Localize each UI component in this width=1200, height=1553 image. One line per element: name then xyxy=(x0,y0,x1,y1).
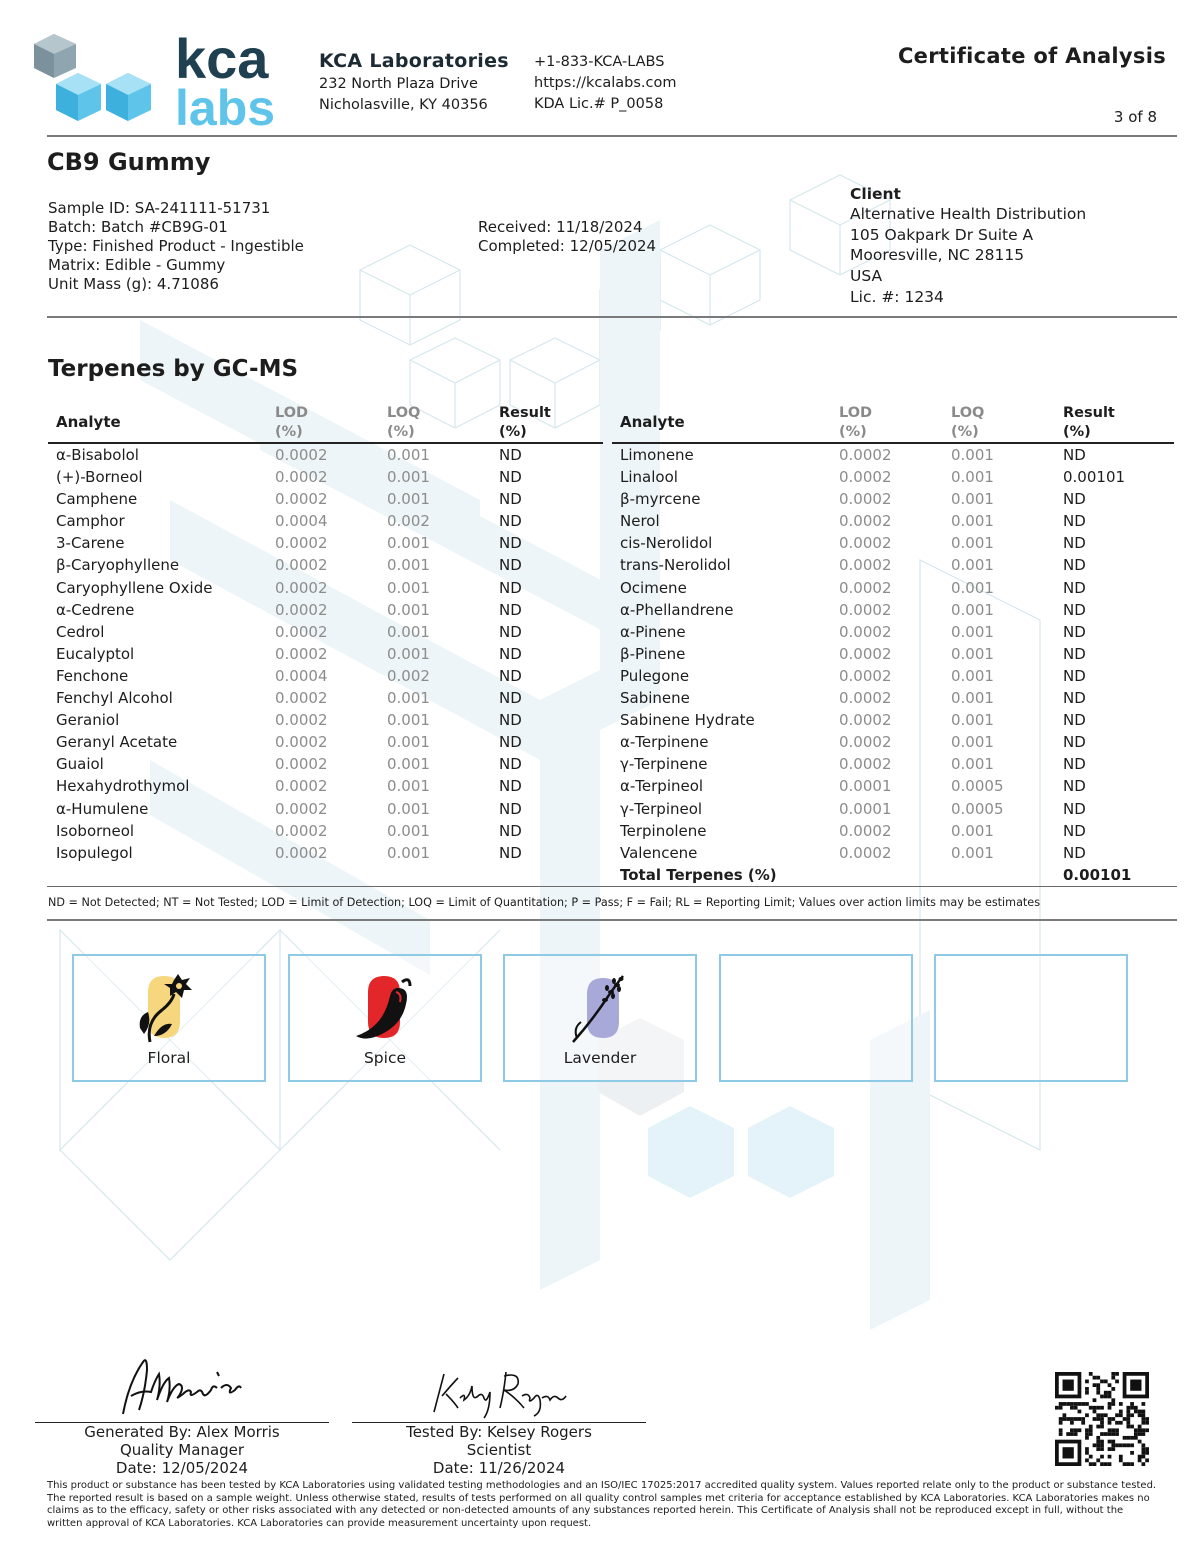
header-loq-unit: (%) xyxy=(387,424,415,440)
header-lod xyxy=(275,404,308,442)
header-result-unit: (%) xyxy=(1063,424,1091,440)
analyte-cell: Guaiol xyxy=(56,755,104,774)
result-cell: ND xyxy=(1063,446,1086,464)
loq-cell: 0.001 xyxy=(387,644,430,663)
terpenes-table-right xyxy=(612,402,1174,886)
lod-cell: 0.0002 xyxy=(839,666,892,685)
lod-cell: 0.0002 xyxy=(839,600,892,619)
analyte-cell: Geranyl Acetate xyxy=(56,733,178,752)
header-loq-unit: (%) xyxy=(951,424,979,440)
lod-cell: 0.0004 xyxy=(275,666,328,685)
chili-pepper-icon xyxy=(352,972,418,1044)
table-row xyxy=(48,753,603,775)
lod-cell: 0.0002 xyxy=(275,733,328,752)
loq-cell: 0.001 xyxy=(387,843,430,862)
table-row xyxy=(612,820,1174,842)
lod-cell: 0.0004 xyxy=(275,512,328,531)
product-type: Type: Finished Product - Ingestible xyxy=(48,237,304,255)
table-row xyxy=(612,665,1174,687)
header-loq xyxy=(951,404,984,442)
table-row xyxy=(612,775,1174,797)
loq-cell: 0.002 xyxy=(387,666,430,685)
analyte-cell: Caryophyllene Oxide xyxy=(56,578,213,597)
table-row xyxy=(48,510,603,532)
loq-cell: 0.001 xyxy=(387,733,430,752)
client-name: Alternative Health Distribution xyxy=(850,205,1087,223)
lod-cell: 0.0002 xyxy=(839,711,892,730)
analyte-cell: α-Pinene xyxy=(620,622,686,641)
table-row xyxy=(48,577,603,599)
terpenes-table-left xyxy=(48,402,603,864)
lod-cell: 0.0002 xyxy=(839,468,892,487)
result-cell: ND xyxy=(1063,777,1086,796)
completed-date: Completed: 12/05/2024 xyxy=(478,237,657,255)
table-row xyxy=(612,798,1174,820)
table-row xyxy=(48,731,603,753)
table-row xyxy=(48,687,603,709)
aroma-label-spice: Spice xyxy=(363,1049,407,1067)
table-row xyxy=(48,554,603,576)
table-row xyxy=(612,621,1174,643)
floral-icon xyxy=(136,972,202,1044)
table-row xyxy=(48,532,603,554)
analyte-cell: β-Caryophyllene xyxy=(56,556,180,575)
lod-cell: 0.0002 xyxy=(839,622,892,641)
loq-cell: 0.001 xyxy=(951,468,994,487)
analyte-cell: Camphor xyxy=(56,512,125,531)
result-cell: ND xyxy=(499,578,522,597)
loq-cell: 0.001 xyxy=(951,821,994,840)
tested-by: Tested By: Kelsey Rogers xyxy=(406,1423,592,1441)
result-cell: ND xyxy=(1063,821,1086,840)
result-cell: ND xyxy=(499,446,522,464)
loq-cell: 0.001 xyxy=(951,666,994,685)
result-cell: ND xyxy=(1063,755,1086,774)
unit-mass: Unit Mass (g): 4.71086 xyxy=(48,275,219,293)
table-row xyxy=(612,466,1174,488)
analyte-cell: Cedrol xyxy=(56,622,105,641)
result-cell: ND xyxy=(1063,666,1086,685)
header-lod-unit: (%) xyxy=(275,424,303,440)
table-row xyxy=(612,687,1174,709)
total-terpenes-row xyxy=(612,864,1174,886)
loq-cell: 0.001 xyxy=(951,512,994,531)
loq-cell: 0.001 xyxy=(951,689,994,708)
header-loq-label: LOQ xyxy=(387,405,421,421)
result-cell: ND xyxy=(499,755,522,774)
analyte-cell: Ocimene xyxy=(620,578,687,597)
lod-cell: 0.0002 xyxy=(275,578,328,597)
section-title: Terpenes by GC-MS xyxy=(48,356,299,382)
table-header xyxy=(48,402,603,444)
generated-by: Generated By: Alex Morris xyxy=(84,1423,280,1441)
loq-cell: 0.001 xyxy=(387,711,430,730)
aroma-label-lavender: Lavender xyxy=(563,1049,637,1067)
table-row xyxy=(612,510,1174,532)
lod-cell: 0.0002 xyxy=(839,821,892,840)
lab-license: KDA Lic.# P_0058 xyxy=(534,96,664,112)
table-row xyxy=(612,643,1174,665)
loq-cell: 0.001 xyxy=(387,578,430,597)
lab-address-line-2: Nicholasville, KY 40356 xyxy=(319,97,488,113)
analyte-cell: (+)-Borneol xyxy=(56,468,143,487)
signature-alex-morris xyxy=(117,1352,247,1420)
lod-cell: 0.0002 xyxy=(275,689,328,708)
analyte-cell: α-Cedrene xyxy=(56,600,135,619)
result-cell: ND xyxy=(499,733,522,752)
analyte-cell: Sabinene Hydrate xyxy=(620,711,755,730)
analyte-cell: Sabinene xyxy=(620,689,690,708)
lod-cell: 0.0002 xyxy=(839,644,892,663)
analyte-cell: Isopulegol xyxy=(56,843,133,862)
lab-website[interactable]: https://kcalabs.com xyxy=(534,75,677,91)
table-header xyxy=(612,402,1174,444)
analyte-cell: α-Phellandrene xyxy=(620,600,734,619)
result-cell: ND xyxy=(1063,622,1086,641)
result-cell: ND xyxy=(1063,556,1086,575)
cubes-logo-icon xyxy=(34,34,151,121)
lab-phone: +1-833-KCA-LABS xyxy=(534,54,665,70)
table-body-left xyxy=(48,444,603,864)
analyte-cell: Pulegone xyxy=(620,666,690,685)
result-cell: ND xyxy=(1063,512,1086,531)
loq-cell: 0.001 xyxy=(951,644,994,663)
table-row xyxy=(48,798,603,820)
product-name: CB9 Gummy xyxy=(47,148,211,176)
result-cell: 0.00101 xyxy=(1063,468,1126,487)
result-cell: ND xyxy=(499,468,522,487)
total-value: 0.00101 xyxy=(1063,865,1132,884)
aroma-label-floral: Floral xyxy=(147,1049,191,1067)
loq-cell: 0.001 xyxy=(387,600,430,619)
result-cell: ND xyxy=(1063,534,1086,553)
result-cell: ND xyxy=(499,843,522,862)
total-label: Total Terpenes (%) xyxy=(620,865,777,884)
table-row xyxy=(612,599,1174,621)
loq-cell: 0.001 xyxy=(951,490,994,509)
lod-cell: 0.0002 xyxy=(839,446,892,464)
loq-cell: 0.001 xyxy=(387,799,430,818)
loq-cell: 0.001 xyxy=(951,556,994,575)
generated-title: Quality Manager xyxy=(119,1441,245,1459)
lab-name: KCA Laboratories xyxy=(319,50,509,72)
analyte-cell: Fenchone xyxy=(56,666,129,685)
table-row xyxy=(48,444,603,466)
batch: Batch: Batch #CB9G-01 xyxy=(48,218,228,236)
logo-text-labs: labs xyxy=(175,80,276,132)
analyte-cell: Hexahydrothymol xyxy=(56,777,190,796)
aroma-box-empty xyxy=(719,954,913,1082)
lod-cell: 0.0002 xyxy=(839,490,892,509)
lod-cell: 0.0002 xyxy=(275,600,328,619)
loq-cell: 0.001 xyxy=(951,733,994,752)
header-result xyxy=(499,404,551,442)
table-body-right xyxy=(612,444,1174,864)
header-result-label: Result xyxy=(1063,405,1115,421)
loq-cell: 0.001 xyxy=(951,600,994,619)
lod-cell: 0.0002 xyxy=(275,446,328,464)
loq-cell: 0.001 xyxy=(951,534,994,553)
generated-date: Date: 12/05/2024 xyxy=(115,1459,249,1477)
analyte-cell: Isoborneol xyxy=(56,821,135,840)
result-cell: ND xyxy=(499,490,522,509)
aroma-box-lavender xyxy=(503,954,697,1082)
lod-cell: 0.0002 xyxy=(275,556,328,575)
result-cell: ND xyxy=(499,534,522,553)
lod-cell: 0.0002 xyxy=(275,534,328,553)
client-license: Lic. #: 1234 xyxy=(850,288,944,306)
table-row xyxy=(612,753,1174,775)
result-cell: ND xyxy=(1063,733,1086,752)
result-cell: ND xyxy=(1063,711,1086,730)
header-loq xyxy=(387,404,420,442)
analyte-cell: Terpinolene xyxy=(620,821,707,840)
table-row xyxy=(48,488,603,510)
table-bottom-rule xyxy=(47,886,1177,887)
table-row xyxy=(48,466,603,488)
loq-cell: 0.001 xyxy=(387,821,430,840)
signature-block-generated xyxy=(35,1352,329,1477)
lod-cell: 0.0002 xyxy=(275,777,328,796)
lod-cell: 0.0002 xyxy=(275,711,328,730)
loq-cell: 0.001 xyxy=(951,755,994,774)
result-cell: ND xyxy=(499,799,522,818)
header-result-unit: (%) xyxy=(499,424,527,440)
header-analyte: Analyte xyxy=(56,413,121,431)
analyte-cell: β-myrcene xyxy=(620,490,701,509)
lod-cell: 0.0002 xyxy=(839,843,892,862)
header-lod-label: LOD xyxy=(839,405,873,421)
loq-cell: 0.001 xyxy=(387,490,430,509)
lab-address-line-1: 232 North Plaza Drive xyxy=(319,76,478,92)
product-divider xyxy=(47,316,1177,318)
analyte-cell: Camphene xyxy=(56,490,138,509)
client-address-1: 105 Oakpark Dr Suite A xyxy=(850,226,1034,244)
lod-cell: 0.0002 xyxy=(275,468,328,487)
table-row xyxy=(48,621,603,643)
table-row xyxy=(48,709,603,731)
lod-cell: 0.0002 xyxy=(839,512,892,531)
page-number: 3 of 8 xyxy=(1113,108,1157,126)
result-cell: ND xyxy=(499,622,522,641)
analyte-cell: γ-Terpineol xyxy=(620,799,703,818)
loq-cell: 0.001 xyxy=(387,556,430,575)
analyte-cell: cis-Nerolidol xyxy=(620,534,713,553)
loq-cell: 0.002 xyxy=(387,512,430,531)
lod-cell: 0.0002 xyxy=(275,821,328,840)
lod-cell: 0.0002 xyxy=(839,578,892,597)
lod-cell: 0.0002 xyxy=(839,556,892,575)
loq-cell: 0.001 xyxy=(951,622,994,641)
table-row xyxy=(612,444,1174,466)
analyte-cell: Valencene xyxy=(620,843,698,862)
header-lod-unit: (%) xyxy=(839,424,867,440)
lod-cell: 0.0002 xyxy=(275,622,328,641)
loq-cell: 0.001 xyxy=(951,843,994,862)
lod-cell: 0.0002 xyxy=(839,733,892,752)
client-country: USA xyxy=(850,267,883,285)
table-row xyxy=(612,532,1174,554)
table-row xyxy=(612,731,1174,753)
signature-kelsey-rogers xyxy=(424,1352,574,1420)
lod-cell: 0.0002 xyxy=(839,689,892,708)
analyte-cell: α-Terpineol xyxy=(620,777,704,796)
analyte-cell: α-Humulene xyxy=(56,799,149,818)
loq-cell: 0.001 xyxy=(387,622,430,641)
result-cell: ND xyxy=(499,600,522,619)
table-row xyxy=(612,709,1174,731)
header-divider xyxy=(47,135,1177,137)
tested-date: Date: 11/26/2024 xyxy=(432,1459,566,1477)
lavender-icon xyxy=(567,972,633,1044)
footnote-divider xyxy=(47,919,1177,921)
analyte-cell: Geraniol xyxy=(56,711,120,730)
sample-id: Sample ID: SA-241111-51731 xyxy=(48,199,271,217)
kca-labs-logo xyxy=(30,28,290,132)
table-row xyxy=(48,643,603,665)
loq-cell: 0.001 xyxy=(951,578,994,597)
lod-cell: 0.0002 xyxy=(275,799,328,818)
lod-cell: 0.0002 xyxy=(839,534,892,553)
loq-cell: 0.001 xyxy=(951,446,994,464)
result-cell: ND xyxy=(1063,799,1086,818)
qr-code-icon[interactable] xyxy=(1055,1372,1149,1466)
loq-cell: 0.001 xyxy=(951,711,994,730)
analyte-cell: trans-Nerolidol xyxy=(620,556,731,575)
header-result-label: Result xyxy=(499,405,551,421)
loq-cell: 0.0005 xyxy=(951,799,1004,818)
analyte-cell: α-Terpinene xyxy=(620,733,709,752)
analyte-cell: Nerol xyxy=(620,512,660,531)
loq-cell: 0.001 xyxy=(387,777,430,796)
header-result xyxy=(1063,404,1115,442)
analyte-cell: Limonene xyxy=(620,446,694,464)
document-title: Certificate of Analysis xyxy=(897,44,1166,68)
analyte-cell: Eucalyptol xyxy=(56,644,135,663)
table-row xyxy=(48,599,603,621)
analyte-cell: γ-Terpinene xyxy=(620,755,708,774)
aroma-box-floral xyxy=(72,954,266,1082)
table-row xyxy=(612,577,1174,599)
analyte-cell: 3-Carene xyxy=(56,534,125,553)
aroma-box-empty xyxy=(934,954,1128,1082)
lod-cell: 0.0002 xyxy=(275,644,328,663)
table-row xyxy=(48,665,603,687)
analyte-cell: α-Bisabolol xyxy=(56,446,139,464)
result-cell: ND xyxy=(499,777,522,796)
tested-title: Scientist xyxy=(466,1441,532,1459)
loq-cell: 0.001 xyxy=(387,689,430,708)
result-cell: ND xyxy=(1063,578,1086,597)
table-row xyxy=(48,842,603,864)
table-row xyxy=(48,820,603,842)
lod-cell: 0.0001 xyxy=(839,799,892,818)
analyte-cell: β-Pinene xyxy=(620,644,686,663)
result-cell: ND xyxy=(499,711,522,730)
result-cell: ND xyxy=(1063,689,1086,708)
analyte-cell: Fenchyl Alcohol xyxy=(56,689,173,708)
matrix: Matrix: Edible - Gummy xyxy=(48,256,226,274)
header-analyte: Analyte xyxy=(620,413,685,431)
table-row xyxy=(612,842,1174,864)
loq-cell: 0.001 xyxy=(387,446,430,464)
header-loq-label: LOQ xyxy=(951,405,985,421)
lod-cell: 0.0002 xyxy=(275,843,328,862)
analyte-cell: Linalool xyxy=(620,468,678,487)
legal-disclaimer: This product or substance has been tested by KCA Laboratories using validated testing methodologies and an ISO/IEC 17025:2017 accredited quality system. Values reported relate only to the product or substance tested. The reported result is based on a sample weight. Unless otherwise stated, results of tests performed on all quality control samples met criteria for acceptance established by KCA Laboratories. KCA Laboratories makes no claims as to the efficacy, safety or other risks associated with any detected or non-detected amounts of any substances reported herein. This Certificate of Analysis shall not be reproduced except in full, without the written approval of KCA Laboratories. KCA Laboratories can provide measurement uncertainty upon request. xyxy=(47,1480,1157,1530)
loq-cell: 0.0005 xyxy=(951,777,1004,796)
lod-cell: 0.0001 xyxy=(839,777,892,796)
client-label: Client xyxy=(850,185,901,203)
received-date: Received: 11/18/2024 xyxy=(478,218,643,236)
result-cell: ND xyxy=(1063,490,1086,509)
table-row xyxy=(48,775,603,797)
result-cell: ND xyxy=(499,644,522,663)
result-cell: ND xyxy=(499,689,522,708)
result-cell: ND xyxy=(499,512,522,531)
signature-block-tested xyxy=(352,1352,646,1477)
table-row xyxy=(612,488,1174,510)
result-cell: ND xyxy=(1063,843,1086,862)
result-cell: ND xyxy=(499,821,522,840)
table-row xyxy=(612,554,1174,576)
client-address-2: Mooresville, NC 28115 xyxy=(850,246,1025,264)
result-cell: ND xyxy=(1063,644,1086,663)
header-lod-label: LOD xyxy=(275,405,309,421)
logo-text-kca: kca xyxy=(175,28,269,90)
header-lod xyxy=(839,404,872,442)
loq-cell: 0.001 xyxy=(387,534,430,553)
result-cell: ND xyxy=(1063,600,1086,619)
result-cell: ND xyxy=(499,666,522,685)
abbreviation-footnote: ND = Not Detected; NT = Not Tested; LOD = Limit of Detection; LOQ = Limit of Quantitation; P = Pass; F = Fail; RL = Reporting Limit; Values over action limits may be estimates xyxy=(48,896,1041,909)
loq-cell: 0.001 xyxy=(387,755,430,774)
aroma-box-spice xyxy=(288,954,482,1082)
result-cell: ND xyxy=(499,556,522,575)
loq-cell: 0.001 xyxy=(387,468,430,487)
lod-cell: 0.0002 xyxy=(275,490,328,509)
lod-cell: 0.0002 xyxy=(275,755,328,774)
lod-cell: 0.0002 xyxy=(839,755,892,774)
